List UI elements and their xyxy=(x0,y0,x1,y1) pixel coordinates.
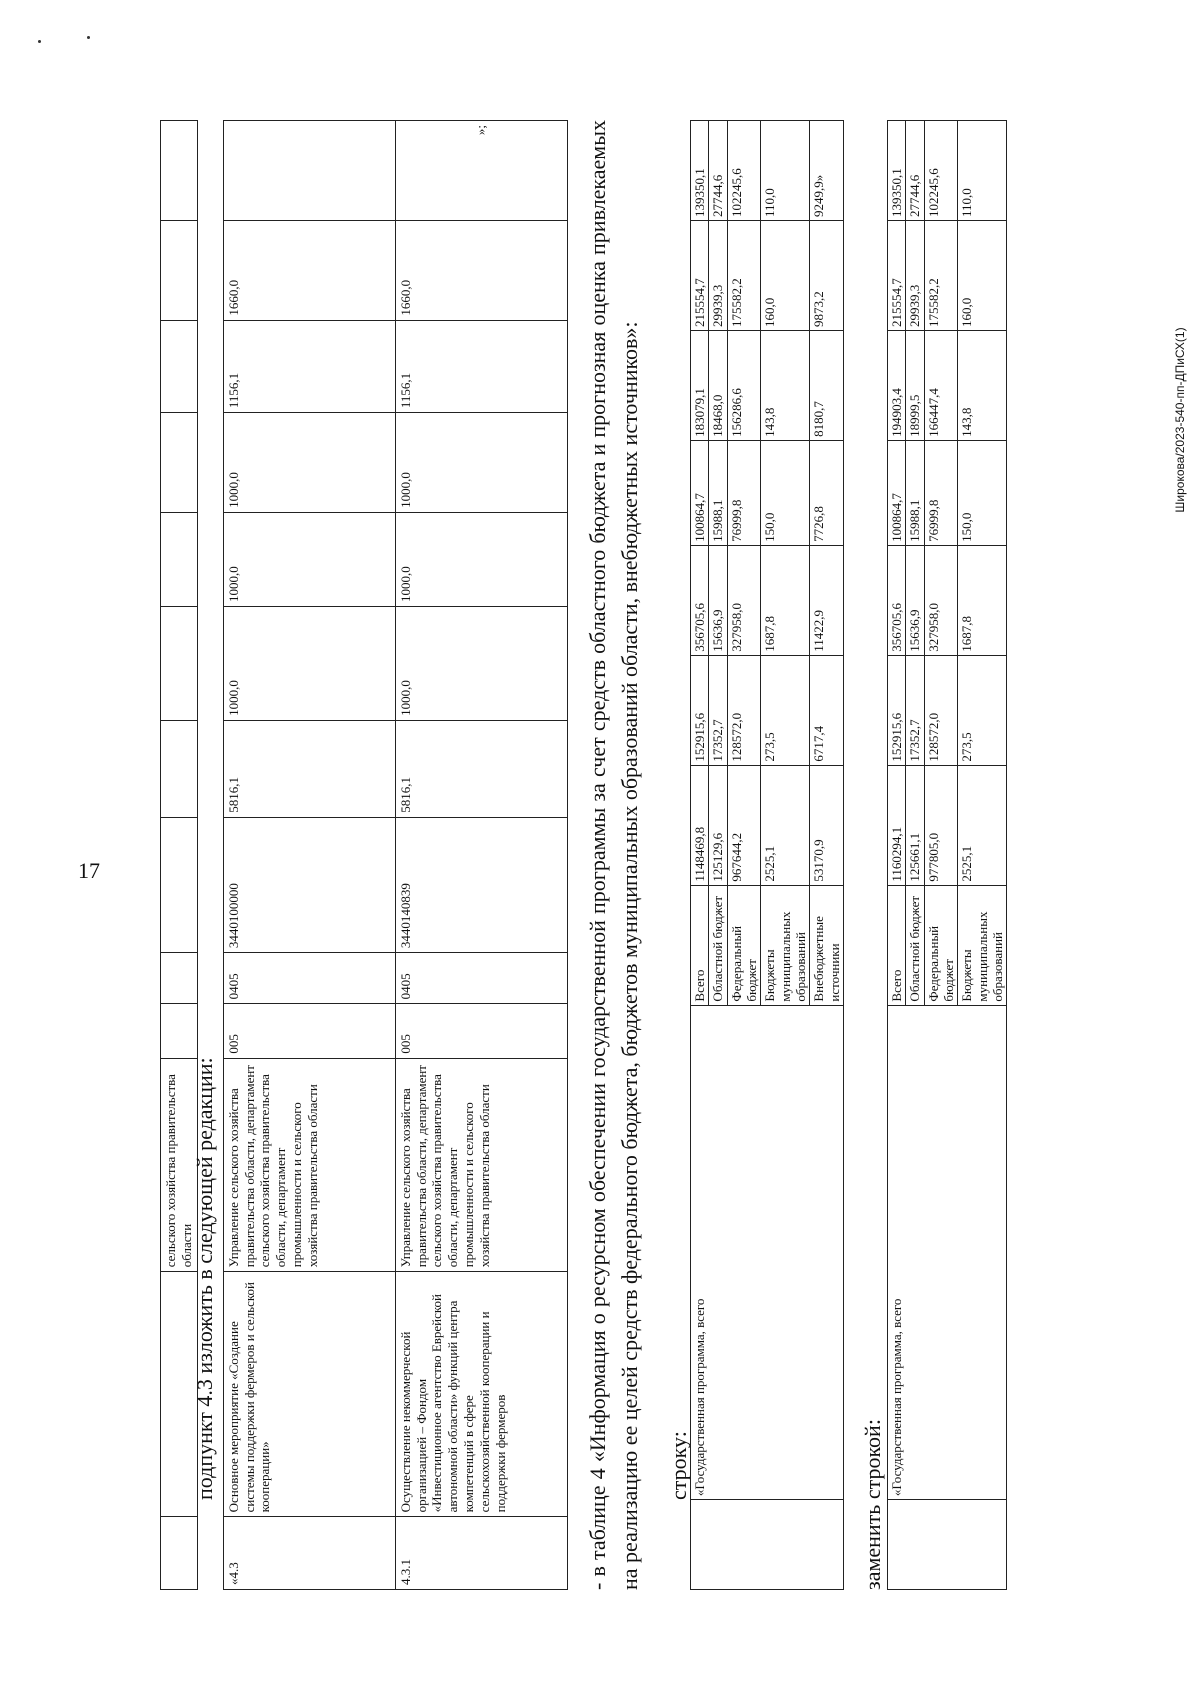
table-row: 4.3.1 Осуществление некоммерческой организацией – Фондом «Инвестиционное агентство Еврейской автономной области» функций центра компетенций в сфере сельскохозяйственной кооперации и поддержки фермеров Управление сельского хозяйства правительства области, департамент сельского хозяйства правительства области, департамент промышленности и сельского хозяйства правительства области 005 0405 3440140839 5816,1 1000,0 1000,0 1000,0 1156,1 1660,0 »; xyxy=(395,121,567,1590)
footer-code xyxy=(1168,120,1192,720)
table-row: Бюджеты муниципальных образований 2525,1 273,5 1687,8 150,0 143,8 160,0 110,0 xyxy=(761,121,810,1590)
table-row: «Государственная программа, всего Всего 1160294,1 152915,6 356705,6 100864,7 194903,4 215554,7 139350,1 xyxy=(888,121,906,1590)
page-number: 17 xyxy=(78,858,100,883)
old-row-table xyxy=(690,120,844,1590)
new-row-table xyxy=(887,120,1007,1590)
table-row: Областной бюджет 125129,6 17352,7 15636,9 15988,1 18468,0 29939,3 27744,6 xyxy=(709,121,727,1590)
table-row: Федеральный бюджет 967644,2 128572,0 327958,0 76999,8 156286,6 175582,2 102245,6 xyxy=(727,121,761,1590)
subpoint-heading: подпункт 4.3 изложить в следующей редакции: xyxy=(192,1057,217,1500)
rotated-content xyxy=(160,120,1110,1590)
scan-speck xyxy=(38,40,41,43)
replace-label: заменить строкой: xyxy=(860,1419,885,1590)
program-activities-table xyxy=(160,120,568,1590)
table-row: «Государственная программа, всего Всего 1148469,8 152915,6 356705,6 100864,7 183079,1 215554,7 139350,1 xyxy=(691,121,709,1590)
table4-paragraph: - в таблице 4 «Информация о ресурсном обеспечении государственной программы за счет средств областного бюджета и прогнозная оценка привлекаемых на реализацию ее целей средств федерального бюджета, бюджетов муниципальных образований области, внебюджетных источников»: xyxy=(585,120,642,1590)
row-label: строку: xyxy=(666,1431,691,1500)
table-row: Областной бюджет 125661,1 17352,7 15636,9 15988,1 18999,5 29939,3 27744,6 xyxy=(906,121,924,1590)
table-row: «4.3 Основное мероприятие «Создание системы поддержки фермеров и сельской кооперации» Управление сельского хозяйства правительства области, департамент сельского хозяйства правительства области, департамент промышленности и сельского хозяйства правительства области 005 0405 3440100000 5816,1 1000,0 1000,0 1000,0 1156,1 1660,0 xyxy=(223,121,395,1590)
table-row: Внебюджетные источники 53170,9 6717,4 11422,9 7726,8 8180,7 9873,2 9249,9» xyxy=(810,121,844,1590)
scan-speck xyxy=(87,36,90,39)
table-row: Бюджеты муниципальных образований 2525,1 273,5 1687,8 150,0 143,8 160,0 110,0 xyxy=(958,121,1007,1590)
footer-code-text: Широкова/2023-540-пп-ДПиСХ(1) xyxy=(1173,327,1187,513)
table-row: Федеральный бюджет 977805,0 128572,0 327958,0 76999,8 166447,4 175582,2 102245,6 xyxy=(924,121,958,1590)
responsible-cell: сельского хозяйства правительства области xyxy=(161,1058,198,1272)
